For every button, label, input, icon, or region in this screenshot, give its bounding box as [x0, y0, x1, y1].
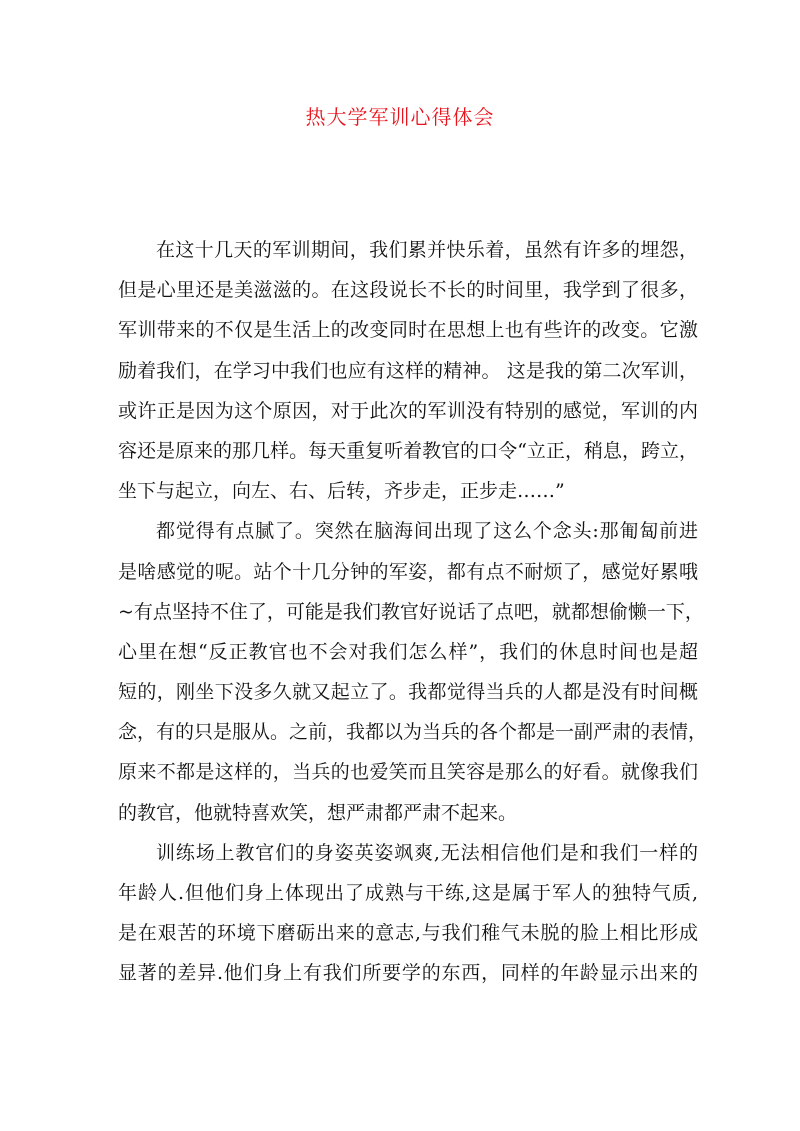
document-title: 热大学军训心得体会 — [305, 105, 495, 129]
text-line: 年龄人.但他们身上体现出了成熟与干练,这是属于军人的独特气质, — [118, 882, 698, 904]
document-body — [118, 230, 708, 994]
paragraph-3 — [118, 833, 698, 994]
text-line: 励着我们，在学习中我们也应有这样的精神。 这是我的第二次军训， — [118, 359, 698, 382]
text-line: 坐下与起立，向左、右、后转，齐步走，正步走……” — [118, 480, 565, 503]
text-line: 念，有的只是服从。之前，我都以为当兵的各个都是一副严肃的表情， — [118, 721, 708, 744]
paragraph-1 — [118, 230, 698, 511]
text-line: 显著的差异.他们身上有我们所要学的东西，同样的年龄显示出来的 — [118, 962, 698, 985]
text-line: 在这十几天的军训期间，我们累并快乐着，虽然有许多的埋怨， — [156, 239, 698, 261]
text-line: 容还是原来的那几样。每天重复听着教官的口令“立正，稍息，跨立， — [118, 439, 698, 462]
text-line: 训练场上教官们的身姿英姿飒爽,无法相信他们是和我们一样的 — [156, 841, 698, 864]
text-line: 的教官，他就特喜欢笑，想严肃都严肃不起来。 — [118, 801, 518, 824]
text-line: 是在艰苦的环境下磨砺出来的意志,与我们稚气未脱的脸上相比形成 — [118, 922, 698, 945]
text-line: ~有点坚持不住了，可能是我们教官好说话了点吧，就都想偷懒一下， — [118, 600, 704, 623]
text-line: 短的，刚坐下没多久就又起立了。我都觉得当兵的人都是没有时间概 — [118, 681, 698, 704]
text-line: 或许正是因为这个原因，对于此次的军训没有特别的感觉，军训的内 — [118, 399, 698, 422]
text-line: 军训带来的不仅是生活上的改变同时在思想上也有些许的改变。它激 — [118, 319, 698, 342]
text-line: 心里在想“反正教官也不会对我们怎么样”，我们的休息时间也是超 — [118, 640, 698, 663]
text-line: 但是心里还是美滋滋的。在这段说长不长的时间里，我学到了很多， — [118, 279, 698, 302]
text-line: 都觉得有点腻了。突然在脑海间出现了这么个念头:那匍匐前进 — [156, 520, 698, 543]
text-line: 是啥感觉的呢。站个十几分钟的军姿，都有点不耐烦了，感觉好累哦 — [118, 560, 698, 583]
paragraph-2 — [118, 511, 708, 833]
text-line: 原来不都是这样的，当兵的也爱笑而且笑容是那么的好看。就像我们 — [118, 761, 698, 784]
